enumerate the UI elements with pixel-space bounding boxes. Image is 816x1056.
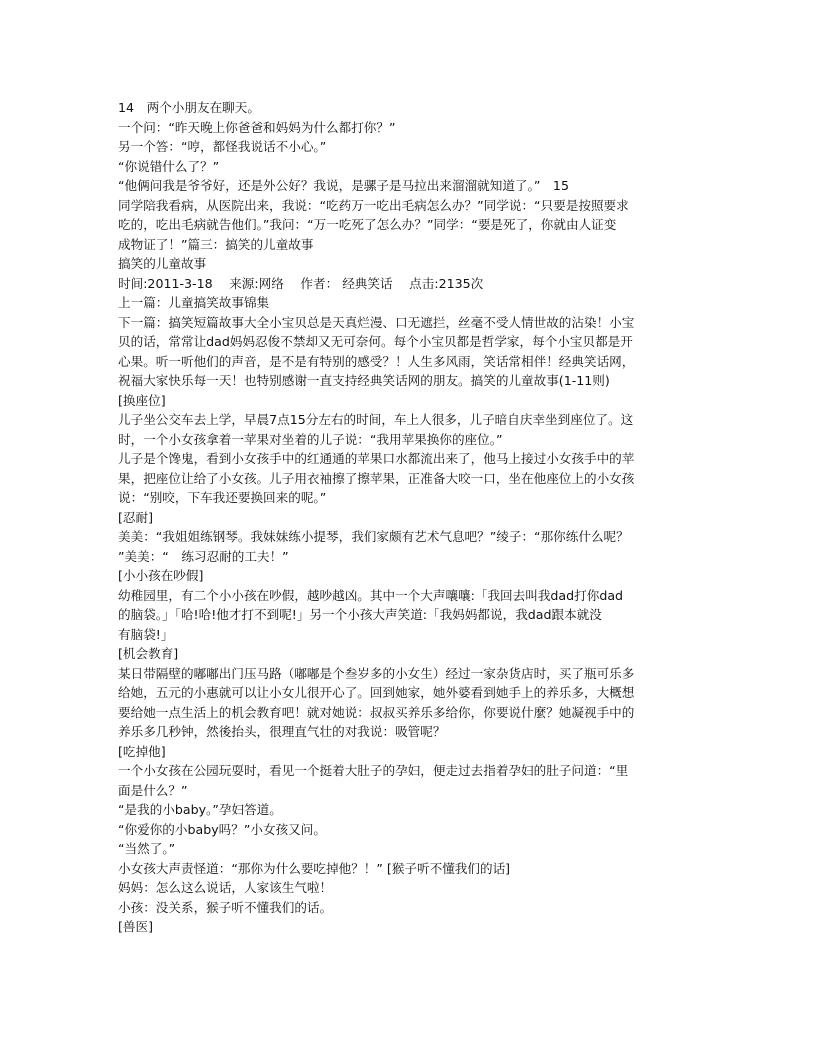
text-line: 幼稚园里，有二个小小孩在吵假，越吵越凶。其中一个大声嚷嚷:「我回去叫我dad打你dad (118, 587, 624, 603)
text-line: 14 两个小朋友在聊天。 (118, 100, 260, 115)
text-line: 吃的，吃出毛病就告他们。”我问：“万一吃死了怎么办？”同学：“要是死了，你就由人证变 (118, 217, 617, 232)
text-line: 有脑袋!」 (118, 626, 174, 642)
text-line: 一个问：“昨天晚上你爸爸和妈妈为什么都打你？” (118, 119, 396, 135)
text-line: “当然了。” (118, 841, 176, 856)
text-line: 时，一个小女孩拿着一苹果对坐着的儿子说：“我用苹果换你的座位。” (118, 431, 503, 447)
text-line: 说：“别咬，下车我还要换回来的呢。” (118, 490, 327, 505)
text-line: 一个小女孩在公园玩耍时，看见一个挺着大肚子的孕妇，便走过去指着孕妇的肚子问道：“里 (118, 763, 629, 778)
document-page (118, 98, 698, 937)
text-line: 另一个答：“哼，都怪我说话不小心。” (118, 139, 327, 154)
text-line: ”美美：“ 练习忍耐的工夫！” (118, 548, 289, 564)
section-heading: [兽医] (118, 919, 154, 934)
text-line: 小孩：没关系，猴子听不懂我们的话。 (118, 899, 333, 915)
text-line: 要给她一点生活上的机会教育吧！就对她说：叔叔买养乐多给你，你要说什麼？她凝视手中的 (118, 704, 635, 720)
text-line: 的脑袋。」「哈!哈!他才打不到呢!」另一个小孩大声笑道:「我妈妈都说，我dad跟本就没 (118, 607, 602, 622)
article-title: 搞笑的儿童故事 (118, 256, 207, 271)
section-heading: [小小孩在吵假] (118, 568, 204, 583)
section-heading: [忍耐] (118, 509, 154, 525)
text-line: 心果。听一听他们的声音，是不是有特别的感受？！人生多风雨，笑话常相伴！经典笑话网， (118, 353, 635, 369)
text-line: 下一篇：搞笑短篇故事大全小宝贝总是天真烂漫、口无遮拦，丝毫不受人情世故的沾染！小宝 (118, 314, 635, 330)
section-heading: [吃掉他] (118, 743, 166, 759)
article-meta: 时间:2011-3-18 来源:网络 作者： 经典笑话 点击:2135次 (118, 275, 484, 291)
text-line: “是我的小baby。”孕妇答道。 (118, 802, 282, 817)
section-heading: [机会教育] (118, 646, 179, 661)
text-line: 小女孩大声责怪道：“那你为什么要吃掉他？！” [猴子听不懂我们的话] (118, 860, 511, 876)
text-line: 儿子坐公交车去上学，早晨7点15分左右的时间，车上人很多，儿子暗自庆幸坐到座位了。这 (118, 412, 634, 427)
text-line: 某日带隔壁的嘟嘟出门压马路（嘟嘟是个叁岁多的小女生）经过一家杂货店时，买了瓶可乐多 (118, 665, 635, 681)
text-line: 美美：“我姐姐练钢琴。我妹妹练小提琴，我们家颇有艺术气息吧？”绫子：“那你练什么呢？ (118, 529, 629, 544)
text-line: 贝的话，常常让dad妈妈忍俊不禁却又无可奈何。每个小宝贝都是哲学家，每个小宝贝都是开 (118, 334, 633, 349)
text-line: “你说错什么了？” (118, 158, 220, 174)
prev-article-link: 上一篇：儿童搞笑故事锦集 (118, 295, 270, 310)
text-line: “你爱你的小baby吗？”小女孩又问。 (118, 821, 326, 837)
text-line: 养乐多几秒钟，然後抬头，很理直气壮的对我说：吸管呢？ (118, 724, 446, 739)
text-line: 妈妈：怎么这么说话，人家该生气啦！ (118, 880, 333, 895)
text-line: 祝福大家快乐每一天！也特别感谢一直支持经典笑话网的朋友。搞笑的儿童故事(1-11则) (118, 373, 610, 388)
text-line: 果，把座位让给了小女孩。儿子用衣袖擦了擦苹果，正准备大咬一口，坐在他座位上的小女孩 (118, 470, 635, 486)
text-line: 同学陪我看病，从医院出来，我说：“吃药万一吃出毛病怎么办？”同学说：“只要是按照要求 (118, 197, 629, 213)
text-line: 儿子是个馋鬼，看到小女孩手中的红通通的苹果口水都流出来了，他马上接过小女孩手中的苹 (118, 451, 635, 466)
section-heading: [换座位] (118, 392, 166, 408)
text-line: “他俩问我是爷爷好，还是外公好？我说，是骡子是马拉出来溜溜就知道了。” 15 (118, 178, 569, 193)
text-line: 给她，五元的小惠就可以让小女儿很开心了。回到她家，她外婆看到她手上的养乐多，大概想 (118, 685, 635, 700)
text-line: 成物证了！”篇三：搞笑的儿童故事 (118, 236, 314, 252)
text-line: 面是什么？” (118, 782, 188, 798)
